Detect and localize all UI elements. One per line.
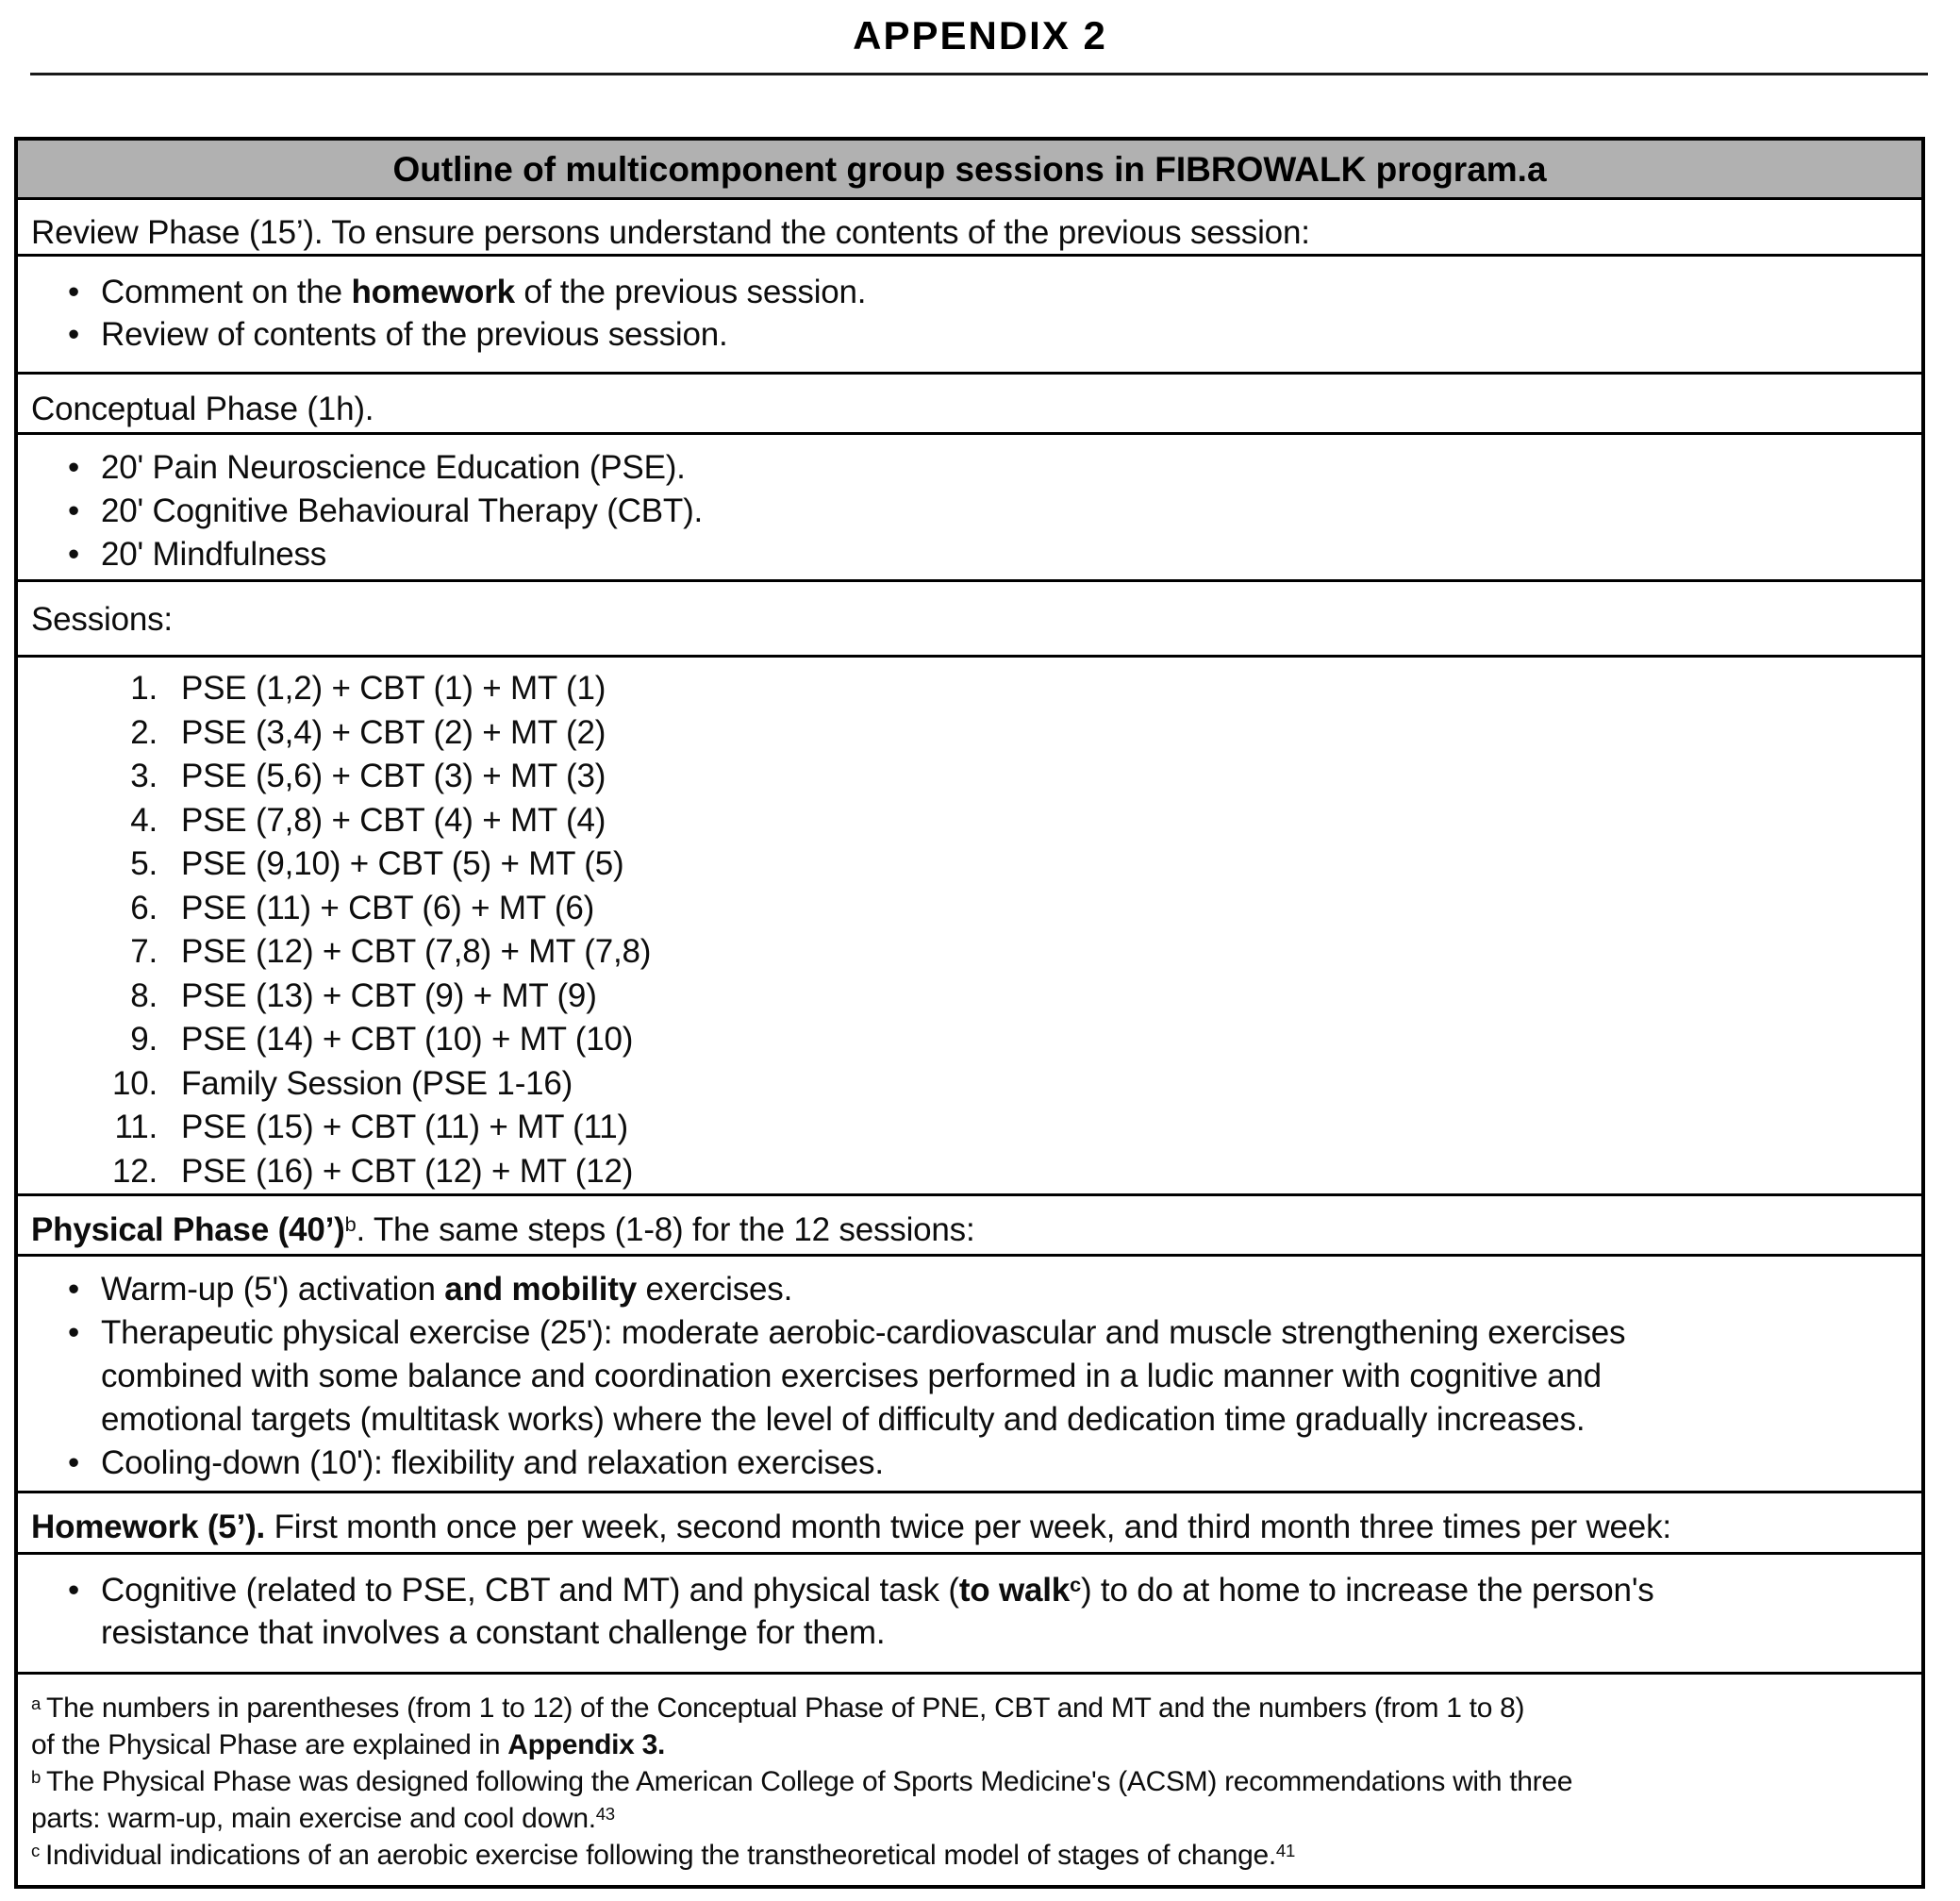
list-item [18, 1268, 1921, 1311]
list-item-text: • Therapeutic physical exercise (25'): moderate aerobic-cardiovascular and muscle strengthening exercises [101, 1314, 1626, 1351]
session-item [18, 1018, 1921, 1062]
table-row-physical-phase [18, 1196, 1921, 1257]
list-item-text: of the previous session. [514, 274, 867, 310]
session-text: PSE (11) + CBT (6) + MT (6) [181, 889, 595, 926]
table-row-physical-bullets [18, 1257, 1921, 1493]
session-item [18, 1106, 1921, 1150]
footnote-a-continued [31, 1726, 1908, 1763]
session-text: PSE (13) + CBT (9) + MT (9) [181, 976, 597, 1014]
session-text: Family Session (PSE 1-16) [181, 1064, 573, 1102]
fibrowalk-outline-table [14, 137, 1925, 1889]
session-item [18, 930, 1921, 975]
session-number: 4. [130, 801, 158, 839]
session-item [18, 842, 1921, 887]
list-item-text: exercises. [637, 1271, 793, 1308]
list-item-text: Comment on the [101, 274, 352, 310]
list-item [18, 1311, 1921, 1442]
table-header-row [18, 141, 1921, 200]
list-item-text: Review of contents of the previous session. [101, 316, 728, 353]
table-row-review-bullets [18, 257, 1921, 375]
footnote-b [31, 1763, 1908, 1800]
footnote-text: Individual indications of an aerobic exercise following the transtheoretical model of stages of change. [45, 1840, 1276, 1871]
table-row-footnotes [18, 1675, 1921, 1885]
list-item-bold: and mobility [444, 1271, 638, 1308]
session-number: 12. [111, 1152, 158, 1190]
footnote-marker-c: c [31, 1840, 40, 1860]
list-item-text: 20' Mindfulness [101, 536, 327, 573]
session-text: PSE (9,10) + CBT (5) + MT (5) [181, 845, 624, 882]
footnote-ref-c: c [1070, 1573, 1081, 1597]
session-text: PSE (14) + CBT (10) + MT (10) [181, 1021, 634, 1058]
footnote-c [31, 1837, 1908, 1874]
page-title: APPENDIX 2 [853, 13, 1107, 58]
session-text: PSE (15) + CBT (11) + MT (11) [181, 1109, 628, 1145]
footnote-text: parts: warm-up, main exercise and cool down. [31, 1803, 596, 1834]
list-item [18, 1442, 1921, 1485]
session-number: 8. [130, 976, 158, 1014]
title-divider [30, 73, 1928, 75]
session-number: 3. [130, 758, 158, 794]
table-title: Outline of multicomponent group sessions in FIBROWALK program.a [392, 149, 1547, 189]
physical-phase-rest: . The same steps (1-8) for the 12 sessions: [356, 1211, 975, 1248]
list-item [18, 533, 1921, 576]
footnote-a [31, 1690, 1908, 1726]
table-row-sessions-list [18, 658, 1921, 1196]
footnote-marker-a: a [31, 1693, 42, 1713]
footnote-marker-b: b [31, 1766, 42, 1787]
list-item-text: Cognitive (related to PSE, CBT and MT) and physical task ( [101, 1572, 959, 1609]
sessions-label: Sessions: [31, 601, 173, 638]
table-row-sessions-label [18, 582, 1921, 658]
footnote-text: The Physical Phase was designed following the American College of Sports Medicine's (ACSM) recommendations with three [46, 1766, 1573, 1797]
session-text: PSE (12) + CBT (7,8) + MT (7,8) [181, 933, 652, 970]
list-item-bold: to walk [958, 1572, 1071, 1609]
table-row-homework [18, 1493, 1921, 1555]
session-item [18, 799, 1921, 843]
session-number: 10. [111, 1064, 158, 1102]
list-item-text: ) to do at home to increase the person's [1080, 1572, 1654, 1609]
list-item [18, 313, 1921, 356]
table-row-review-phase [18, 200, 1921, 257]
citation-ref: 43 [595, 1803, 615, 1824]
session-number: 9. [130, 1021, 158, 1058]
list-item-text: Warm-up (5') activation [101, 1271, 445, 1308]
homework-rest: First month once per week, second month twice per week, and third month three times per week: [265, 1509, 1671, 1545]
list-item-text: Cooling-down (10'): flexibility and relaxation exercises. [101, 1444, 884, 1481]
session-item [18, 1062, 1921, 1107]
list-item-bold: homework [351, 274, 515, 310]
session-item [18, 711, 1921, 756]
session-number: 11. [114, 1109, 158, 1145]
footnote-text: of the Physical Phase are explained in [31, 1729, 508, 1760]
session-text: PSE (1,2) + CBT (1) + MT (1) [181, 670, 606, 707]
list-item-text: 20' Pain Neuroscience Education (PSE). [101, 449, 686, 486]
footnote-ref-b: b [344, 1212, 357, 1237]
footnote-text: The numbers in parentheses (from 1 to 12) of the Conceptual Phase of PNE, CBT and MT and the numbers (from 1 to 8) [46, 1693, 1525, 1724]
table-row-conceptual-bullets [18, 435, 1921, 582]
footnote-bold: Appendix 3. [507, 1729, 666, 1760]
session-text: PSE (7,8) + CBT (4) + MT (4) [181, 801, 606, 839]
table-row-homework-bullet [18, 1555, 1921, 1675]
list-item [18, 490, 1921, 533]
review-phase-label: Review Phase (15’). To ensure persons understand the contents of the previous session: [31, 214, 1310, 251]
table-row-conceptual-phase [18, 375, 1921, 435]
footnote-b-continued [31, 1800, 1908, 1837]
list-item [18, 271, 1921, 313]
list-item-text: resistance that involves a constant challenge for them. [101, 1614, 886, 1651]
list-item-text: emotional targets (multitask works) where the level of difficulty and dedication time gradually increases. [101, 1401, 1586, 1438]
list-item [18, 1569, 1921, 1654]
list-item-text [101, 1569, 1902, 1611]
list-item [18, 446, 1921, 490]
session-text: PSE (3,4) + CBT (2) + MT (2) [181, 713, 606, 751]
session-text: PSE (5,6) + CBT (3) + MT (3) [181, 758, 606, 794]
session-number: 7. [130, 933, 158, 970]
list-item-text: 20' Cognitive Behavioural Therapy (CBT). [101, 492, 704, 529]
session-number: 1. [130, 670, 158, 707]
session-number: 2. [130, 713, 158, 751]
session-item [18, 755, 1921, 799]
session-number: 5. [130, 845, 158, 882]
citation-ref: 41 [1275, 1840, 1295, 1860]
session-item [18, 975, 1921, 1019]
homework-label: Homework (5’). [31, 1509, 266, 1545]
physical-phase-label: Physical Phase (40’) [31, 1211, 345, 1248]
list-item-text: combined with some balance and coordination exercises performed in a ludic manner with cognitive and [101, 1358, 1602, 1394]
session-item [18, 667, 1921, 711]
conceptual-phase-label: Conceptual Phase (1h). [31, 391, 374, 427]
session-number: 6. [130, 889, 158, 926]
session-item [18, 1150, 1921, 1194]
session-item [18, 887, 1921, 931]
session-text: PSE (16) + CBT (12) + MT (12) [181, 1152, 634, 1190]
